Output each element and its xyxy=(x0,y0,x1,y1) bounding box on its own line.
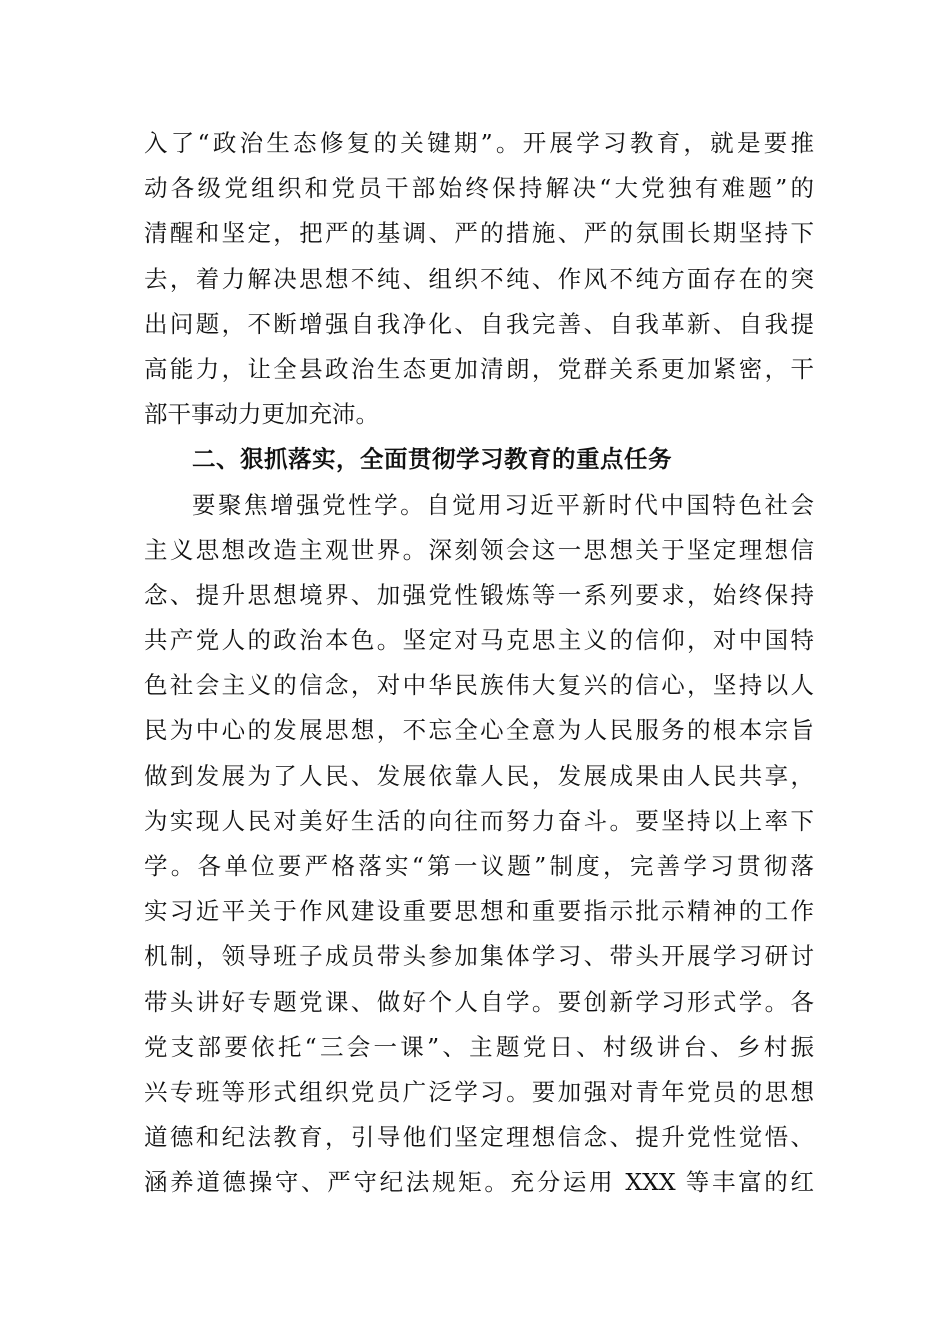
paragraph-line: 道德和纪法教育，引导他们坚定理想信念、提升党性觉悟、 xyxy=(144,1123,814,1152)
paragraph-line: 入了“政治生态修复的关键期”。开展学习教育，就是要推 xyxy=(144,129,814,157)
body-text xyxy=(144,121,814,1206)
section-heading: 二、狠抓落实，全面贯彻学习教育的重点任务 xyxy=(192,445,672,474)
paragraph-line: 清醒和坚定，把严的基调、严的措施、严的氛围长期坚持下 xyxy=(144,219,814,248)
paragraph-line: 要聚焦增强党性学。自觉用习近平新时代中国特色社会 xyxy=(192,490,814,519)
paragraph-line: 实习近平关于作风建设重要思想和重要指示批示精神的工作 xyxy=(144,897,814,926)
paragraph-line: 念、提升思想境界、加强党性锻炼等一系列要求，始终保持 xyxy=(144,580,814,609)
paragraph-line: 色社会主义的信念，对中华民族伟大复兴的信心，坚持以人 xyxy=(144,671,814,700)
paragraph-line: 主义思想改造主观世界。深刻领会这一思想关于坚定理想信 xyxy=(144,535,814,564)
paragraph-line: 部干事动力更加充沛。 xyxy=(144,400,379,429)
paragraph-line: 为实现人民对美好生活的向往而努力奋斗。要坚持以上率下 xyxy=(144,806,814,835)
paragraph-line: 民为中心的发展思想，不忘全心全意为人民服务的根本宗旨 xyxy=(144,716,814,745)
paragraph-line: 机制，领导班子成员带头参加集体学习、带头开展学习研讨 xyxy=(144,942,814,971)
paragraph-line: 做到发展为了人民、发展依靠人民，发展成果由人民共享， xyxy=(144,761,814,790)
paragraph-line: 高能力，让全县政治生态更加清朗，党群关系更加紧密，干 xyxy=(144,354,814,383)
paragraph-line: 学。各单位要严格落实“第一议题”制度，完善学习贯彻落 xyxy=(144,852,814,880)
paragraph-line: 去，着力解决思想不纯、组织不纯、作风不纯方面存在的突 xyxy=(144,264,814,293)
paragraph-line: 兴专班等形式组织党员广泛学习。要加强对青年党员的思想 xyxy=(144,1077,814,1106)
paragraph-line: 出问题，不断增强自我净化、自我完善、自我革新、自我提 xyxy=(144,309,814,338)
paragraph-line: 党支部要依托“三会一课”、主题党日、村级讲台、乡村振 xyxy=(144,1032,814,1061)
paragraph-line: 涵养道德操守、严守纪法规矩。充分运用 XXX 等丰富的红 xyxy=(144,1168,814,1197)
paragraph-line: 带头讲好专题党课、做好个人自学。要创新学习形式学。各 xyxy=(144,987,814,1016)
paragraph-line: 动各级党组织和党员干部始终保持解决“大党独有难题”的 xyxy=(144,174,814,203)
paragraph-line: 共产党人的政治本色。坚定对马克思主义的信仰，对中国特 xyxy=(144,626,814,655)
